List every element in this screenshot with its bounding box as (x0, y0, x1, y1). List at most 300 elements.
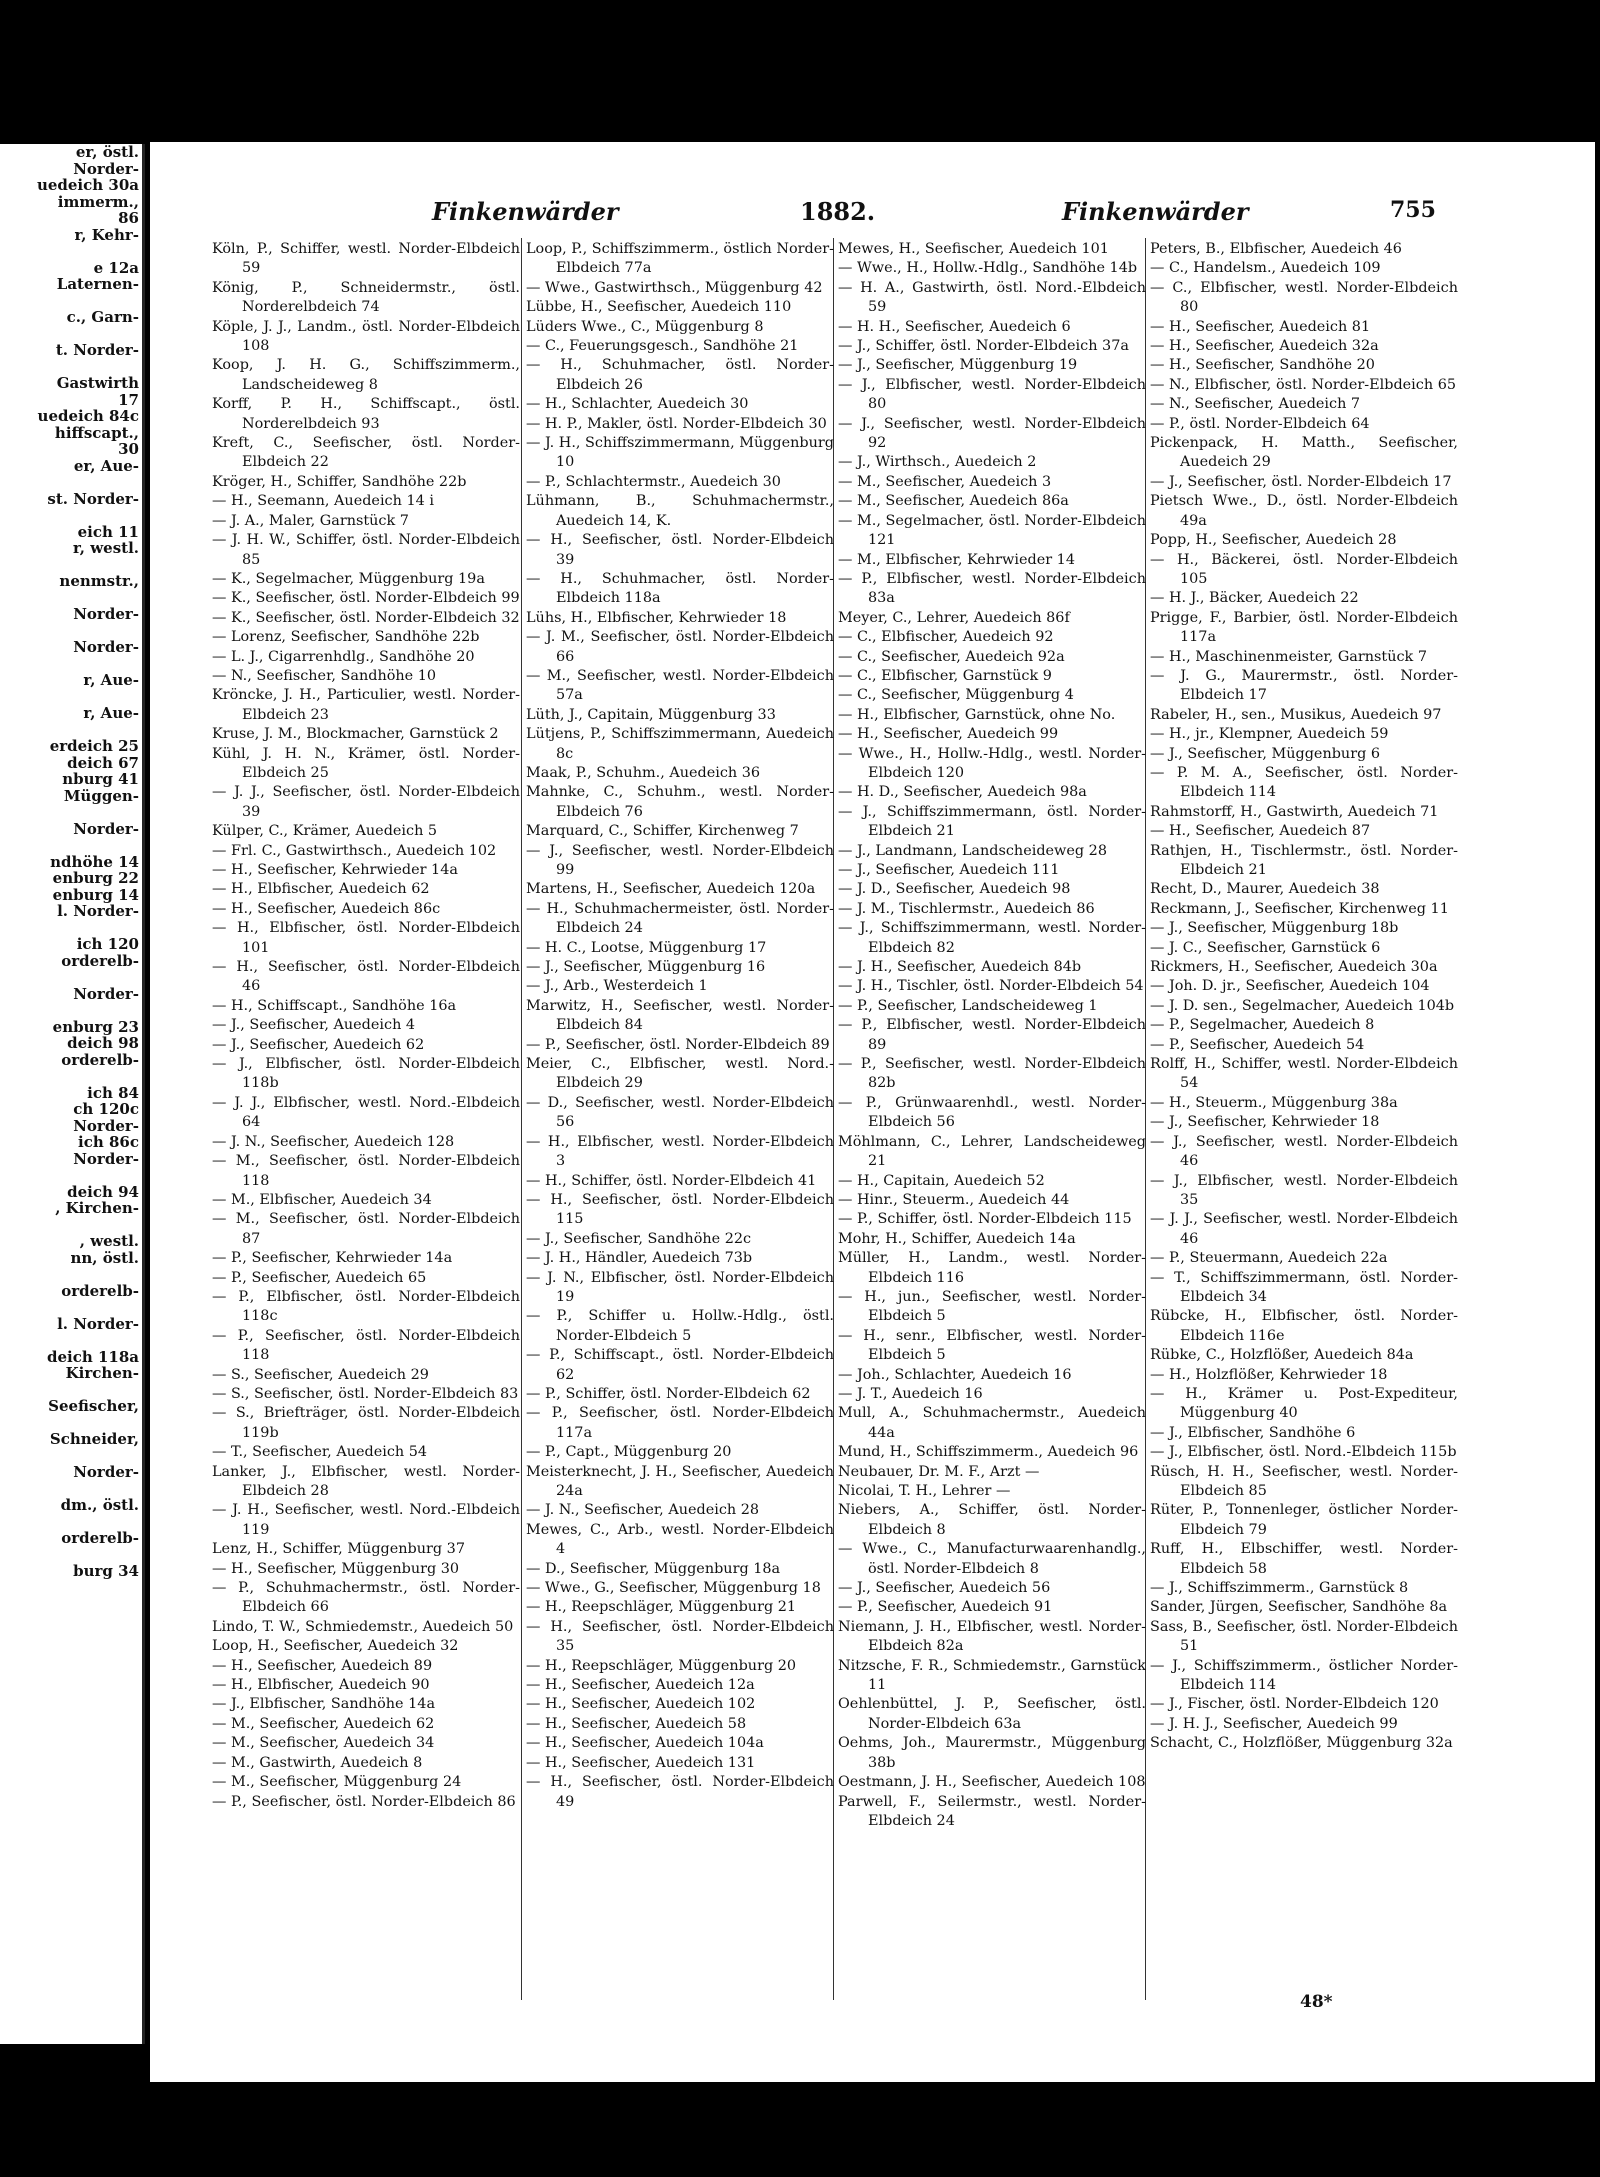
directory-entry (838, 1210, 1146, 1229)
directory-entry-text: — J. N., Elbfischer, östl. Norder-Elbdeich 19 (526, 1269, 834, 1305)
directory-entry (1150, 1618, 1458, 1657)
directory-entry-text: Meyer, C., Lehrer, Auedeich 86f (838, 609, 1070, 626)
directory-entry (526, 977, 834, 996)
directory-entry-text: Pickenpack, H. Matth., Seefischer, Auedeich 29 (1150, 435, 1458, 471)
directory-entry-text: — M., Seefischer, Auedeich 62 (212, 1715, 435, 1732)
directory-entry (212, 725, 520, 744)
left-page-line: Norder- (73, 1463, 139, 1481)
directory-entry-text: — J., Landmann, Landscheideweg 28 (838, 842, 1107, 859)
directory-entry-text: Pietsch Wwe., D., östl. Norder-Elbdeich 49a (1150, 493, 1458, 529)
directory-entry-text: Oehlenbüttel, J. P., Seefischer, östl. Norder-Elbdeich 63a (838, 1696, 1146, 1732)
directory-entry (526, 240, 834, 279)
directory-entry-text: Rübcke, H., Elbfischer, östl. Norder-Elbdeich 116e (1150, 1308, 1458, 1344)
directory-entry-text: Loop, P., Schiffszimmerm., östlich Norder-Elbdeich 77a (526, 241, 834, 277)
directory-entry-text: Meier, C., Elbfischer, westl. Nord.-Elbdeich 29 (526, 1056, 834, 1092)
directory-entry (1150, 531, 1458, 550)
directory-entry-text: Kreft, C., Seefischer, östl. Norder-Elbdeich 22 (212, 435, 520, 471)
directory-entry (838, 473, 1146, 492)
directory-entry-text: — S., Seefischer, östl. Norder-Elbdeich 83 (212, 1385, 519, 1402)
directory-entry (1150, 1695, 1458, 1714)
directory-entry (1150, 1463, 1458, 1502)
directory-entry (838, 1133, 1146, 1172)
left-page-line: er, östl. (75, 144, 139, 161)
directory-entry-text: Martens, H., Seefischer, Auedeich 120a (526, 881, 816, 898)
directory-entry-text: — L. J., Cigarrenhdlg., Sandhöhe 20 (212, 648, 475, 665)
directory-entry-text: — T., Seefischer, Auedeich 54 (212, 1444, 428, 1461)
directory-entry-text: Lütjens, P., Schiffszimmermann, Auedeich 8c (526, 726, 834, 762)
directory-entry-text: Kröger, H., Schiffer, Sandhöhe 22b (212, 473, 467, 490)
directory-entry-text: — H. J., Bäcker, Auedeich 22 (1150, 590, 1359, 607)
directory-entry (1150, 376, 1458, 395)
directory-entry (838, 648, 1146, 667)
directory-entry (838, 1540, 1146, 1579)
left-page-line: Müggen- (63, 786, 139, 805)
directory-entry-text: — P., Seefischer, Auedeich 65 (212, 1269, 427, 1286)
directory-entry-text: — H., Seefischer, Auedeich 32a (1150, 338, 1379, 355)
directory-entry (212, 318, 520, 357)
directory-entry-text: — Frl. C., Gastwirthsch., Auedeich 102 (212, 842, 497, 859)
directory-entry-text: Kruse, J. M., Blockmacher, Garnstück 2 (212, 726, 499, 743)
directory-entry (838, 667, 1146, 686)
directory-entry (1150, 1210, 1458, 1249)
directory-entry (212, 1501, 520, 1540)
directory-entry-text: — P., Elbfischer, westl. Norder-Elbdeich 83a (838, 570, 1146, 607)
directory-entry-text: — M., Seefischer, Müggenburg 24 (212, 1774, 462, 1791)
directory-entry-text: — P., Seefischer, Auedeich 91 (838, 1599, 1053, 1616)
directory-entry-text: Mund, H., Schiffszimmerm., Auedeich 96 (838, 1444, 1139, 1461)
directory-entry (526, 1307, 834, 1346)
left-page-line: enburg 14 (52, 885, 139, 904)
directory-entry (838, 453, 1146, 472)
directory-entry-text: Mahnke, C., Schuhm., westl. Norder-Elbdeich 76 (526, 784, 834, 820)
directory-entry-text: — M., Segelmacher, östl. Norder-Elbdeich 121 (838, 512, 1146, 549)
directory-entry-text: — J. G., Maurermstr., östl. Norder-Elbdeich 17 (1150, 667, 1458, 704)
directory-entry (212, 1055, 520, 1094)
directory-entry (838, 919, 1146, 958)
directory-entry-text: Marwitz, H., Seefischer, westl. Norder-Elbdeich 84 (526, 997, 834, 1034)
directory-entry (526, 279, 834, 298)
directory-entry (212, 648, 520, 667)
left-page-line (0, 1481, 142, 1498)
directory-entry-text: — P., Seefischer, östl. Norder-Elbdeich 86 (212, 1793, 516, 1810)
directory-entry (838, 842, 1146, 861)
directory-entry (1150, 1036, 1458, 1055)
directory-entry-text: — Wwe., H., Hollw.-Hdlg., westl. Norder-Elbdeich 120 (838, 745, 1146, 781)
directory-entry (212, 1152, 520, 1191)
directory-entry-text: — N., Elbfischer, östl. Norder-Elbdeich 65 (1150, 376, 1457, 393)
directory-entry-text: Rüsch, H. H., Seefischer, westl. Norder-Elbdeich 85 (1150, 1463, 1458, 1499)
directory-entry (838, 318, 1146, 337)
directory-entry-text: Marquard, C., Schiffer, Kirchenweg 7 (526, 823, 799, 840)
directory-entry-text: — J., Wirthsch., Auedeich 2 (838, 454, 1037, 471)
directory-entry (838, 512, 1146, 551)
directory-entry-text: — H., Schuhmachermeister, östl. Norder-Elbdeich 24 (526, 900, 834, 937)
directory-entry-text: — H., Seefischer, Auedeich 99 (838, 726, 1059, 743)
directory-entry (838, 1172, 1146, 1191)
directory-entry-text: Rahmstorff, H., Gastwirth, Auedeich 71 (1150, 803, 1439, 820)
directory-entry (1150, 1443, 1458, 1462)
directory-entry (526, 1055, 834, 1094)
directory-entry-text: — P., Schiffer u. Hollw.-Hdlg., östl. Norder-Elbdeich 5 (526, 1308, 834, 1344)
left-page-line: r, Aue- (83, 704, 139, 722)
directory-entry (1150, 1657, 1458, 1696)
directory-entry-text: Rolff, H., Schiffer, westl. Norder-Elbdeich 54 (1150, 1056, 1458, 1092)
directory-entry (838, 997, 1146, 1016)
left-page-line: Gastwirth (56, 374, 139, 392)
directory-entry-text: — J. H., Händler, Auedeich 73b (526, 1250, 753, 1267)
left-page-line: st. Norder- (47, 489, 139, 508)
directory-entry (526, 958, 834, 977)
left-page-line: c., Garn- (66, 308, 139, 326)
directory-entry (212, 589, 520, 608)
directory-entry (838, 706, 1146, 725)
directory-entry-text: — H., Schiffer, östl. Norder-Elbdeich 41 (526, 1172, 817, 1189)
directory-entry (838, 686, 1146, 705)
directory-entry-text: Lübbe, H., Seefischer, Auedeich 110 (526, 299, 792, 316)
directory-entry (838, 570, 1146, 609)
directory-entry (1150, 1113, 1458, 1132)
directory-entry (526, 1695, 834, 1714)
directory-entry-text: — H., Seefischer, östl. Norder-Elbdeich 115 (526, 1191, 834, 1228)
directory-entry (838, 725, 1146, 744)
directory-entry (526, 1618, 834, 1657)
left-page-line (0, 1217, 142, 1234)
directory-entry (212, 745, 520, 784)
directory-entry (1150, 648, 1458, 667)
directory-entry (212, 356, 520, 395)
directory-entry (212, 1036, 520, 1055)
left-page-lines (0, 144, 142, 1580)
directory-entry (838, 240, 1146, 259)
directory-entry-text: — J. H., Seefischer, westl. Nord.-Elbdeich 119 (212, 1502, 520, 1538)
left-page-line (0, 1514, 142, 1531)
directory-entry (1150, 434, 1458, 473)
left-page-line: uedeich 84c (37, 407, 139, 425)
directory-entry-text: — P., Schlachtermstr., Auedeich 30 (526, 473, 781, 490)
directory-entry-text: — J., Seefischer, Müggenburg 16 (526, 959, 766, 976)
left-page-line: nn, östl. (70, 1248, 139, 1267)
directory-entry (838, 1773, 1146, 1792)
directory-entry-text: — J. J., Seefischer, westl. Norder-Elbdeich 46 (1150, 1211, 1458, 1247)
directory-entry-text: — J., Seefischer, westl. Norder-Elbdeich 92 (838, 415, 1146, 452)
directory-entry-text: — J., Seefischer, Kehrwieder 18 (1150, 1114, 1380, 1131)
directory-entry-text: — H., Seefischer, Auedeich 58 (526, 1715, 747, 1732)
directory-entry-text: — M., Elbfischer, Kehrwieder 14 (838, 551, 1075, 568)
directory-entry (838, 1249, 1146, 1288)
directory-entry-text: — H., Maschinenmeister, Garnstück 7 (1150, 648, 1427, 665)
directory-entry-text: Prigge, F., Barbier, östl. Norder-Elbdeich 117a (1150, 609, 1458, 646)
directory-entry (526, 1133, 834, 1172)
directory-entry-text: — J., Fischer, östl. Norder-Elbdeich 120 (1150, 1696, 1439, 1713)
directory-entry-text: — H., Seefischer, Auedeich 89 (212, 1657, 433, 1674)
directory-entry (1150, 551, 1458, 590)
left-page-line (0, 590, 142, 607)
directory-entry-text: Rübke, C., Holzflößer, Auedeich 84a (1150, 1347, 1414, 1364)
directory-entry-text: — H. A., Gastwirth, östl. Nord.-Elbdeich 59 (838, 279, 1146, 316)
directory-entry-text: Ruff, H., Elbschiffer, westl. Norder-Elbdeich 58 (1150, 1541, 1458, 1577)
left-page-line: Norder- (73, 1116, 139, 1135)
left-page-line: erdeich 25 (49, 737, 139, 755)
left-page-line (0, 507, 142, 524)
directory-entry (526, 1094, 834, 1133)
directory-entry (838, 803, 1146, 842)
directory-entry (212, 1366, 520, 1385)
left-page-line: dm., östl. (60, 1496, 139, 1514)
directory-entry-text: — H., Seefischer, Kehrwieder 14a (212, 862, 458, 878)
directory-entry-text: Peters, B., Elbfischer, Auedeich 46 (1150, 241, 1402, 257)
directory-entry-text: — H., Seemann, Auedeich 14 i (212, 493, 434, 510)
directory-entry (1150, 958, 1458, 977)
directory-entry-text: Mohr, H., Schiffer, Auedeich 14a (838, 1230, 1076, 1247)
left-page-line: deich 94 (67, 1182, 139, 1201)
directory-entry-text: — H., Capitain, Auedeich 52 (838, 1172, 1045, 1189)
directory-entry (526, 764, 834, 783)
directory-entry-text: — H., Steuerm., Müggenburg 38a (1150, 1094, 1398, 1111)
directory-entry-text: — Joh., Schlachter, Auedeich 16 (838, 1366, 1072, 1383)
left-page-line: l. Norder- (57, 902, 139, 920)
directory-entry (838, 783, 1146, 802)
directory-entry (838, 958, 1146, 977)
directory-entry (526, 1598, 834, 1617)
directory-entry (212, 958, 520, 997)
directory-entry-text: — Joh. D. jr., Seefischer, Auedeich 104 (1150, 978, 1430, 995)
directory-entry-text: — J. D., Seefischer, Auedeich 98 (838, 881, 1071, 898)
left-page-line (0, 557, 142, 574)
directory-entry (1150, 1579, 1458, 1598)
directory-entry-text: — M., Seefischer, westl. Norder-Elbdeich 57a (526, 667, 834, 704)
directory-entry (1150, 356, 1458, 375)
directory-entry-text: — M., Elbfischer, Auedeich 34 (212, 1191, 432, 1208)
directory-entry (212, 1579, 520, 1618)
directory-entry (212, 434, 520, 473)
directory-entry (526, 842, 834, 881)
left-page-line: Norder- (73, 605, 139, 623)
directory-entry-text: — N., Seefischer, Auedeich 7 (1150, 396, 1361, 413)
directory-entry-text: — J. H. J., Seefischer, Auedeich 99 (1150, 1715, 1398, 1732)
left-page-line (0, 474, 142, 491)
directory-entry (212, 900, 520, 919)
directory-entry (1150, 900, 1458, 919)
left-page-line (0, 656, 142, 673)
left-page-line (0, 689, 142, 706)
directory-entry-text: — K., Segelmacher, Müggenburg 19a (212, 570, 485, 587)
left-page-line (0, 1332, 142, 1349)
directory-entry (838, 1579, 1146, 1598)
directory-entry-text: — P., Capt., Müggenburg 20 (526, 1444, 732, 1461)
directory-entry (526, 628, 834, 667)
directory-entry (1150, 1424, 1458, 1443)
left-page-line (0, 837, 142, 854)
directory-entry-text: — J. M., Seefischer, östl. Norder-Elbdeich 66 (526, 629, 834, 665)
directory-entry-text: — P., Grünwaarenhdl., westl. Norder-Elbdeich 56 (838, 1094, 1146, 1131)
directory-entry (526, 1715, 834, 1734)
directory-entry-text: — J., Seefischer, Auedeich 62 (212, 1036, 425, 1053)
directory-entry (526, 1385, 834, 1404)
directory-entry-text: — H., Seefischer, Auedeich 81 (1150, 318, 1371, 335)
directory-entry (838, 1366, 1146, 1385)
directory-entry-text: — P., Seefischer, Kehrwieder 14a (212, 1250, 453, 1267)
directory-entry-text: — J. M., Tischlermstr., Auedeich 86 (838, 900, 1095, 917)
directory-entry (838, 1016, 1146, 1055)
directory-entry (1150, 240, 1458, 259)
directory-entry-text: Niemann, J. H., Elbfischer, westl. Norder-Elbdeich 82a (838, 1618, 1146, 1655)
directory-entry-text: — P., Schiffer, östl. Norder-Elbdeich 62 (526, 1385, 811, 1402)
directory-entry (1150, 822, 1458, 841)
left-page-line (0, 1068, 142, 1085)
directory-entry (1150, 279, 1458, 318)
directory-entry-text: — J., Elbfischer, Sandhöhe 14a (212, 1696, 436, 1713)
directory-entry (212, 1327, 520, 1366)
directory-entry (1150, 609, 1458, 648)
directory-entry (526, 337, 834, 356)
directory-entry-text: — H. P., Makler, östl. Norder-Elbdeich 30 (526, 415, 827, 432)
left-page-line: , westl. (79, 1232, 139, 1250)
directory-entry (526, 900, 834, 939)
directory-entry (212, 1463, 520, 1502)
header-left-title: Finkenwärder (432, 197, 619, 226)
page-header (150, 197, 1595, 237)
directory-entry (526, 1249, 834, 1268)
directory-entry-text: — J., Schiffszimmermann, östl. Norder-Elbdeich 21 (838, 803, 1146, 840)
directory-entry-text: — J., Elbfischer, Sandhöhe 6 (1150, 1424, 1356, 1441)
directory-entry-text: — J. J., Elbfischer, westl. Nord.-Elbdeich 64 (212, 1094, 520, 1131)
directory-entry (1150, 1366, 1458, 1385)
directory-entry (838, 609, 1146, 628)
directory-entry (1150, 1172, 1458, 1211)
directory-entry (1150, 1249, 1458, 1268)
directory-entry-text: Schacht, C., Holzflößer, Müggenburg 32a (1150, 1735, 1453, 1752)
directory-entry-text: Lühs, H., Elbfischer, Kehrwieder 18 (526, 609, 787, 626)
directory-entry (1150, 1501, 1458, 1540)
left-page-line (0, 243, 142, 260)
left-page-line (0, 293, 142, 310)
directory-entry (526, 1443, 834, 1462)
directory-entry (526, 1191, 834, 1230)
directory-entry-text: Müller, H., Landm., westl. Norder-Elbdeich 116 (838, 1250, 1146, 1286)
directory-entry-text: — J., Seefischer, Auedeich 56 (838, 1580, 1051, 1597)
directory-entry-text: — H., Holzflößer, Kehrwieder 18 (1150, 1366, 1388, 1383)
directory-entry (526, 1346, 834, 1385)
directory-entry-text: — P., Schuhmachermstr., östl. Norder-Elbdeich 66 (212, 1580, 520, 1616)
directory-entry (1150, 1385, 1458, 1424)
directory-entry (838, 1327, 1146, 1366)
directory-entry (838, 337, 1146, 356)
directory-entry-text: Recht, D., Maurer, Auedeich 38 (1150, 881, 1380, 898)
directory-entry-text: — Wwe., C., Manufacturwaarenhandlg., östl. Norder-Elbdeich 8 (838, 1541, 1146, 1577)
left-page-line: burg 34 (73, 1562, 139, 1580)
directory-entry (838, 880, 1146, 899)
directory-entry (526, 997, 834, 1036)
directory-entry (838, 1618, 1146, 1657)
directory-entry-text: — J., Elbfischer, östl. Nord.-Elbdeich 115b (1150, 1444, 1457, 1461)
left-page-line: 30 (118, 440, 139, 458)
directory-entry (526, 1521, 834, 1560)
directory-entry-text: Reckmann, J., Seefischer, Kirchenweg 11 (1150, 900, 1449, 917)
directory-entry (212, 1288, 520, 1327)
directory-entry (1150, 939, 1458, 958)
directory-entry (1150, 1269, 1458, 1308)
directory-entry-text: — H., Seefischer, Auedeich 12a (526, 1677, 755, 1694)
header-year: 1882. (800, 197, 876, 226)
directory-entry (526, 298, 834, 317)
directory-entry-text: — H., jun., Seefischer, westl. Norder-Elbdeich 5 (838, 1288, 1146, 1325)
directory-entry (526, 880, 834, 899)
directory-entry (1150, 1055, 1458, 1094)
directory-entry-text: — J., Seefischer, Müggenburg 19 (838, 357, 1078, 374)
left-page-line: ich 86c (78, 1133, 139, 1151)
directory-entry-text: — H., senr., Elbfischer, westl. Norder-Elbdeich 5 (838, 1327, 1146, 1364)
column-divider (521, 238, 522, 2000)
directory-entry (526, 356, 834, 395)
left-page-line: eich 11 (77, 522, 139, 541)
left-page-fragment (0, 144, 145, 2044)
directory-entry-text: — C., Handelsm., Auedeich 109 (1150, 260, 1381, 277)
directory-entry-text: — P., Schiffer, östl. Norder-Elbdeich 115 (838, 1211, 1132, 1228)
left-page-line (0, 326, 142, 343)
directory-entry-text: — H. H., Seefischer, Auedeich 6 (838, 318, 1071, 335)
directory-entry-text: König, P., Schneidermstr., östl. Norderelbdeich 74 (212, 279, 520, 316)
directory-entry (838, 1463, 1146, 1482)
directory-entry-text: Kühl, J. H. N., Krämer, östl. Norder-Elbdeich 25 (212, 745, 520, 781)
directory-entry-text: — M., Seefischer, Auedeich 3 (838, 473, 1052, 490)
directory-entry (838, 745, 1146, 784)
directory-entry-text: — P., Segelmacher, Auedeich 8 (1150, 1017, 1375, 1034)
directory-entry (1150, 1133, 1458, 1172)
left-page-line (0, 1167, 142, 1184)
directory-entry-text: — Wwe., G., Seefischer, Müggenburg 18 (526, 1580, 821, 1597)
directory-entry (838, 977, 1146, 996)
directory-entry (212, 861, 520, 880)
left-page-line: r, westl. (72, 539, 139, 557)
directory-entry-text: — H., Elbfischer, Garnstück, ohne No. (838, 706, 1116, 723)
directory-entry-text: — J., Elbfischer, westl. Norder-Elbdeich 80 (838, 376, 1146, 413)
directory-entry (1150, 1715, 1458, 1734)
directory-column-4 (1150, 240, 1458, 2000)
directory-entry (838, 376, 1146, 415)
directory-entry-text: Lühmann, B., Schuhmachermstr., Auedeich 14, K. (526, 493, 834, 529)
directory-entry (212, 1715, 520, 1734)
directory-entry-text: — J., Schiffer, östl. Norder-Elbdeich 37a (838, 338, 1129, 355)
signature-mark: 48* (1300, 1992, 1333, 2012)
directory-entry (838, 415, 1146, 454)
directory-entry (212, 1637, 520, 1656)
left-page-line: enburg 22 (52, 869, 139, 887)
directory-entry (526, 706, 834, 725)
directory-entry-text: Lanker, J., Elbfischer, westl. Norder-Elbdeich 28 (212, 1463, 520, 1499)
directory-entry (526, 822, 834, 841)
directory-entry-text: Rathjen, H., Tischlermstr., östl. Norder-Elbdeich 21 (1150, 842, 1458, 878)
left-page-line: orderelb- (61, 1281, 139, 1300)
directory-entry (526, 1734, 834, 1753)
directory-entry-text: — H., Seefischer, Sandhöhe 20 (1150, 357, 1375, 374)
directory-entry (838, 492, 1146, 511)
directory-entry (212, 880, 520, 899)
directory-entry (526, 395, 834, 414)
directory-entry-text: — J., Schiffszimmerm., Garnstück 8 (1150, 1580, 1409, 1597)
directory-entry (526, 1676, 834, 1695)
directory-entry-text: — P., östl. Norder-Elbdeich 64 (1150, 415, 1370, 432)
directory-entry (526, 570, 834, 609)
directory-entry (1150, 473, 1458, 492)
directory-entry (526, 1230, 834, 1249)
left-page-line (0, 623, 142, 640)
left-page-line: l. Norder- (57, 1314, 139, 1333)
directory-entry-text: — C., Elbfischer, westl. Norder-Elbdeich 80 (1150, 279, 1458, 316)
directory-entry-text: — Hinr., Steuerm., Auedeich 44 (838, 1191, 1070, 1208)
directory-entry (1150, 1016, 1458, 1035)
directory-entry (526, 1754, 834, 1773)
directory-entry-text: — H., Reepschläger, Müggenburg 20 (526, 1657, 797, 1674)
